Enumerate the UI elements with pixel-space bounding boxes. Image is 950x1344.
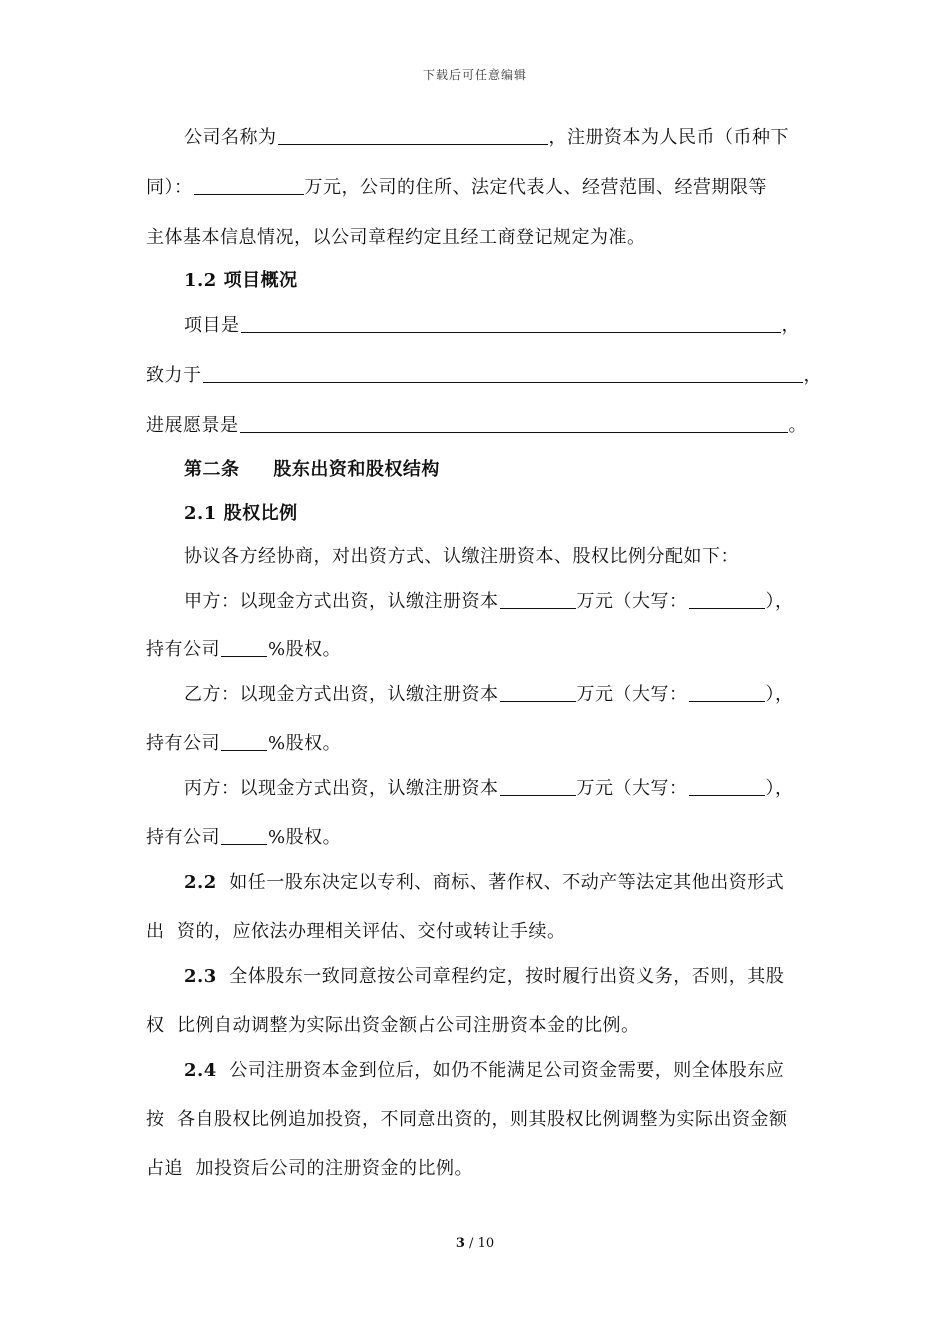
party-c-text: 丙方：以现金方式出资，认缴注册资本 <box>184 778 499 799</box>
capital-amount-blank <box>194 176 304 195</box>
party-a-amount-blank <box>500 590 576 609</box>
heading-project-overview: 1.2 项目概况 <box>184 270 298 291</box>
party-a-share-blank <box>221 638 267 657</box>
devoted-line <box>146 364 822 388</box>
party-c-words-blank <box>689 777 765 796</box>
clause-2-3-number: 2.3 <box>184 966 217 987</box>
party-a-share-line <box>146 638 341 662</box>
devoted-punct: ， <box>803 365 822 386</box>
party-a-line <box>184 590 794 614</box>
vision-label: 进展愿景是 <box>146 415 239 436</box>
clause-2-2-text: 如任一股东决定以专利、商标、著作权、不动产等法定其他出资形式 <box>229 872 785 893</box>
party-c-line <box>184 777 794 801</box>
registered-capital-label: ，注册资本为人民币（币种下 <box>548 127 789 148</box>
party-a-share-unit: %股权。 <box>268 639 342 660</box>
party-b-share-line <box>146 732 341 756</box>
page-separator: / <box>464 1236 478 1251</box>
project-punct: ， <box>781 315 800 336</box>
clause-2-4-line3: 占追 加投资后公司的注册资金的比例。 <box>146 1158 473 1179</box>
party-a-text: 甲方：以现金方式出资，认缴注册资本 <box>184 591 499 612</box>
party-a-unit: 万元（大写： <box>576 591 688 612</box>
heading-equity-ratio: 2.1 股权比例 <box>184 503 298 524</box>
clause-2-2-number: 2.2 <box>184 872 217 893</box>
party-b-line <box>184 683 794 707</box>
total-pages: 10 <box>477 1236 495 1251</box>
page-header: 下载后可任意编辑 <box>422 68 527 82</box>
capital-amount-line <box>146 176 767 200</box>
party-c-share-blank <box>221 826 267 845</box>
vision-line <box>146 414 807 438</box>
project-line <box>184 314 800 338</box>
clause-2-2-line1 <box>184 871 784 895</box>
page-number <box>0 1236 950 1251</box>
devoted-blank <box>203 364 803 383</box>
clause-2-4-text: 公司注册资本金到位后，如仍不能满足公司资金需要，则全体股东应 <box>229 1060 785 1081</box>
party-b-unit: 万元（大写： <box>576 684 688 705</box>
party-b-share-label: 持有公司 <box>146 733 220 754</box>
party-c-share-line <box>146 826 341 850</box>
company-info-text: 万元，公司的住所、法定代表人、经营范围、经营期限等 <box>304 177 767 198</box>
project-blank <box>241 314 781 333</box>
party-c-share-label: 持有公司 <box>146 827 220 848</box>
clause-2-4-line1 <box>184 1059 784 1083</box>
party-b-text: 乙方：以现金方式出资，认缴注册资本 <box>184 684 499 705</box>
company-name-line <box>184 126 789 150</box>
party-c-close: ）， <box>765 778 794 799</box>
party-b-amount-blank <box>500 683 576 702</box>
devoted-label: 致力于 <box>146 365 202 386</box>
clause-2-3-line2: 权 比例自动调整为实际出资金额占公司注册资本金的比例。 <box>146 1015 640 1036</box>
vision-blank <box>240 414 788 433</box>
party-b-close: ）， <box>765 684 794 705</box>
clause-2-3-line1 <box>184 965 784 989</box>
company-name-label: 公司名称为 <box>184 127 277 148</box>
party-b-share-blank <box>221 732 267 751</box>
party-a-words-blank <box>689 590 765 609</box>
vision-punct: 。 <box>788 415 807 436</box>
article-2-title: 第二条 股东出资和股权结构 <box>184 459 440 480</box>
party-b-share-unit: %股权。 <box>268 733 342 754</box>
clause-2-3-text: 全体股东一致同意按公司章程约定，按时履行出资义务，否则，其股 <box>229 966 785 987</box>
allocation-intro: 协议各方经协商，对出资方式、认缴注册资本、股权比例分配如下： <box>184 546 739 567</box>
party-b-words-blank <box>689 683 765 702</box>
clause-2-2-line2: 出 资的，应依法办理相关评估、交付或转让手续。 <box>146 921 566 942</box>
company-name-blank <box>278 126 548 145</box>
project-label: 项目是 <box>184 315 240 336</box>
party-c-amount-blank <box>500 777 576 796</box>
party-a-close: ）， <box>765 591 794 612</box>
party-c-share-unit: %股权。 <box>268 827 342 848</box>
currency-note: 同）： <box>146 177 193 198</box>
party-c-unit: 万元（大写： <box>576 778 688 799</box>
company-info-line: 主体基本信息情况，以公司章程约定且经工商登记规定为准。 <box>146 227 646 248</box>
clause-2-4-line2: 按 各自股权比例追加投资，不同意出资的，则其股权比例调整为实际出资金额 <box>146 1109 788 1130</box>
party-a-share-label: 持有公司 <box>146 639 220 660</box>
clause-2-4-number: 2.4 <box>184 1060 217 1081</box>
current-page: 3 <box>455 1236 465 1251</box>
